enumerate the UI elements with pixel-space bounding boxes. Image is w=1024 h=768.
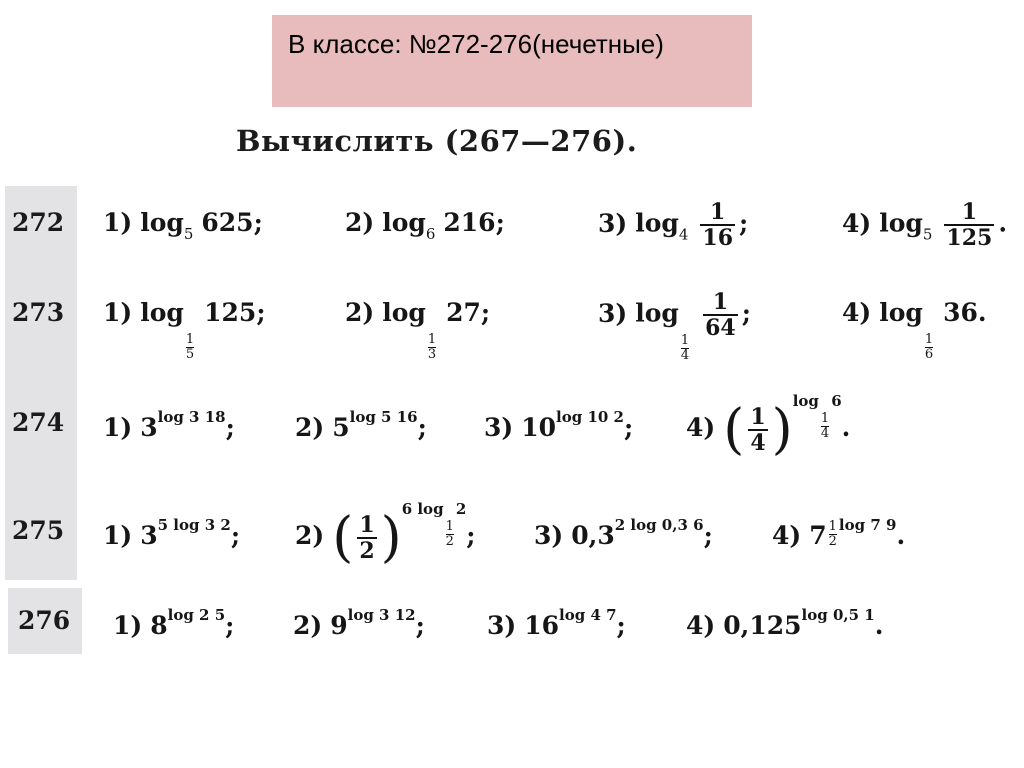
problem-item: 4) $0,125^{log 0,5 1}$. [686, 606, 884, 640]
exercise-heading: Вычислить (267—276). [236, 124, 638, 158]
assignment-title: В классе: №272-276(нечетные) [288, 29, 664, 59]
problem-number: 275 [12, 516, 65, 545]
problem-number: 273 [12, 298, 65, 327]
problem-item: 1) log $\frac{1}{5}$ 125; [103, 298, 266, 362]
problem-item: 3) $0,3^{2 log 0,3 6}$; [534, 516, 713, 550]
fraction: $\frac{1}{125}$ [946, 199, 993, 251]
problem-number: 276 [18, 606, 71, 635]
problem-item: 1) $3^{5 log 3 2}$; [103, 516, 241, 550]
problem-item: 4) 7 $\frac{1}{2}$ $^{log 7 9}$. [772, 516, 906, 550]
problem-item: 3) $16^{log 4 7}$; [487, 606, 626, 640]
problem-item: 4) $\log_5$ $\frac{1}{125}$ . [842, 199, 1008, 251]
problem-item: 3) $\log_4$ $\frac{1}{16}$ ; [598, 199, 749, 251]
problem-item: 3) log $\frac{1}{4}$ $\frac{1}{64}$ ; [598, 289, 751, 363]
problem-item: 1) $\log_5 625$; [103, 208, 263, 243]
fraction: $\frac{1}{2}$ [359, 511, 375, 564]
problem-item: 4) ( $\frac{1}{4}$ )$^{log}$ $\frac{1}{4}$ $^6$. [686, 392, 851, 461]
problem-item: 2) log $\frac{1}{3}$ 27; [345, 298, 491, 362]
fraction: $\frac{1}{64}$ [705, 289, 736, 341]
problem-item: 2) $5^{log 5 16}$; [295, 408, 427, 442]
problem-item: 2) $9^{log 3 12}$; [293, 606, 425, 640]
problem-item: 1) $3^{log 3 18}$; [103, 408, 235, 442]
problem-item: 2) ( $\frac{1}{2}$ )$^{6 log}$ $\frac{1}{2}$ $^2$; [295, 500, 476, 569]
problem-item: 2) $\log_6 216$; [345, 208, 505, 243]
fraction: $\frac{1}{4}$ [750, 403, 766, 456]
problem-number: 274 [12, 408, 65, 437]
fraction: $\frac{1}{16}$ [702, 199, 734, 251]
problem-item: 1) $8^{log 2 5}$; [113, 606, 235, 640]
problem-number: 272 [12, 208, 65, 237]
assignment-banner [272, 15, 752, 107]
problem-item: 3) $10^{log 10 2}$; [484, 408, 634, 442]
problem-item: 4) log $\frac{1}{6}$ 36. [842, 298, 987, 362]
